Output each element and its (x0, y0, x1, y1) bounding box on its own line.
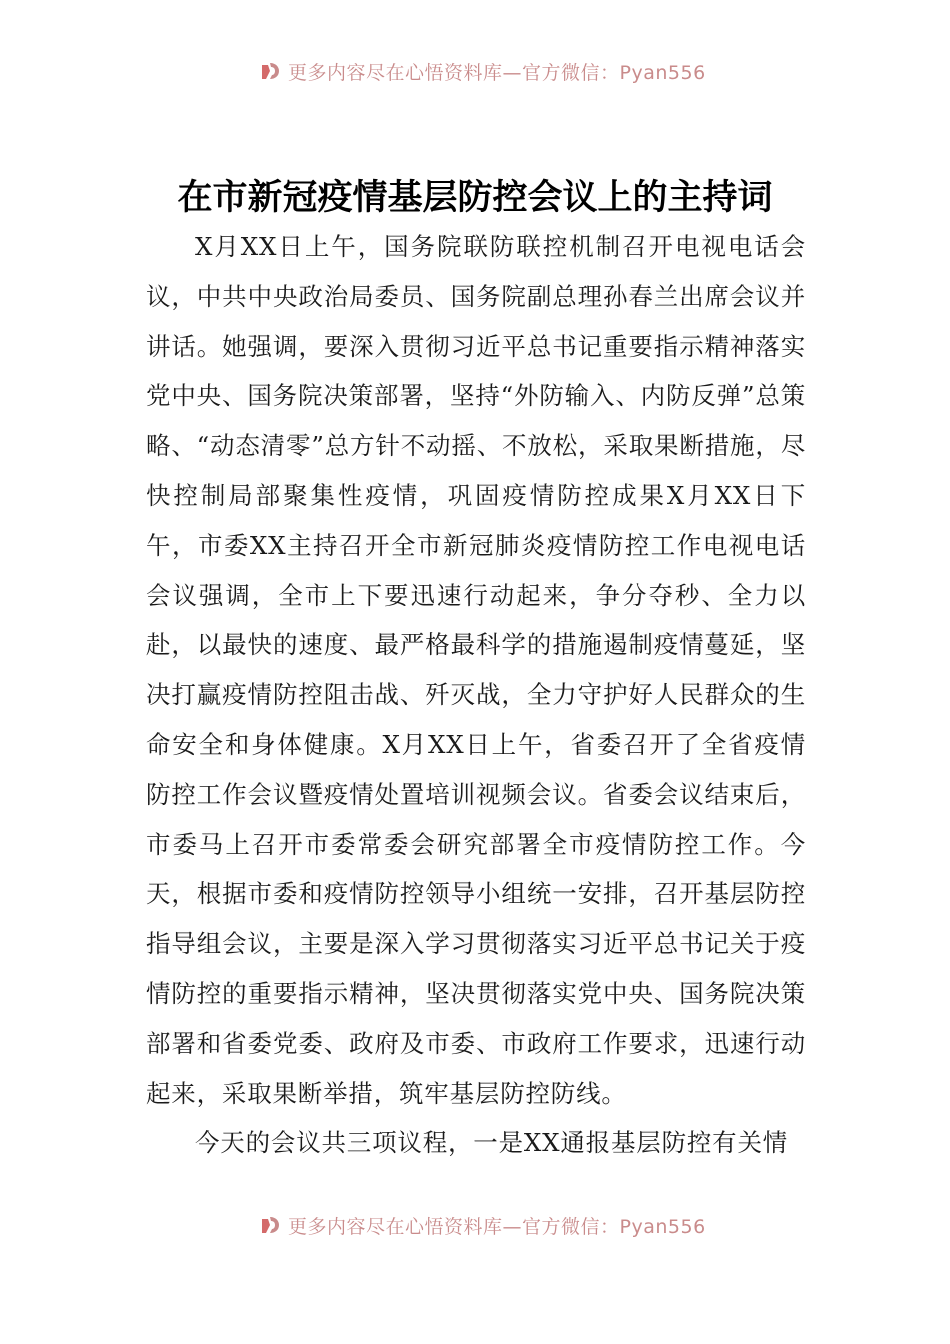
brand-logo-icon (258, 59, 282, 83)
document-title: 在市新冠疫情基层防控会议上的主持词 (177, 177, 773, 218)
brand-logo-icon (258, 1213, 282, 1237)
paragraph-2: 今天的会议共三项议程，一是XX通报基层防控有关情 (195, 1128, 789, 1158)
watermark-text: 更多内容尽在心悟资料库—官方微信：Pyan556 (288, 61, 706, 84)
watermark-header (258, 56, 738, 86)
paragraph-1: X月XX日上午，国务院联防联控机制召开电视电话会议，中共中央政治局委员、国务院副总理孙春兰出席会议并讲话。她强调，要深入贯彻习近平总书记重要指示精神落实党中央、国务院决策部署，坚持“外防输入、内防反弹”总策略、“动态清零”总方针不动摇、不放松，采取果断措施，尽快控制局部聚集性疫情，巩固疫情防控成果X月XX日下午，市委XX主持召开全市新冠肺炎疫情防控工作电视电话会议强调，全市上下要迅速行动起来，争分夺秒、全力以赴，以最快的速度、最严格最科学的措施遏制疫情蔓延，坚决打赢疫情防控阻击战、歼灭战，全力守护好人民群众的生命安全和身体健康。X月XX日上午，省委召开了全省疫情防控工作会议暨疫情处置培训视频会议。省委会议结束后，市委马上召开市委常委会研究部署全市疫情防控工作。今天，根据市委和疫情防控领导小组统一安排，召开基层防控指导组会议，主要是深入学习贯彻落实习近平总书记关于疫情防控的重要指示精神，坚决贯彻落实党中央、国务院决策部署和省委党委、政府及市委、市政府工作要求，迅速行动起来，采取果断举措，筑牢基层防控防线。 (146, 232, 806, 1108)
watermark-text: 更多内容尽在心悟资料库—官方微信：Pyan556 (288, 1215, 706, 1238)
watermark-footer (258, 1210, 738, 1240)
document-body (146, 222, 806, 1168)
